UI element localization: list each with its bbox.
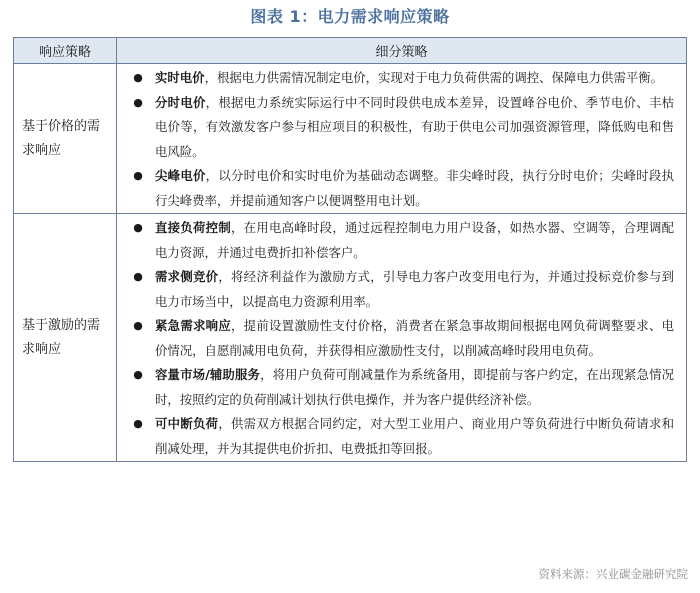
item-text	[155, 265, 674, 314]
source-note: 资料来源：兴业碳金融研究院	[538, 567, 688, 581]
header-sub-strategy: 细分策略	[117, 38, 687, 64]
list-item	[121, 66, 674, 91]
item-desc: ，根据电力系统实际运行中不同时段供电成本差异，设置峰谷电价、季节电价、丰枯电价等，有效激发客户参与相应项目的积极性，有助于供电公司加强资源管理，降低购电和售电风险。	[155, 94, 675, 159]
table-header-row	[14, 38, 687, 64]
item-text	[155, 66, 674, 91]
bullet-icon: ●	[133, 319, 143, 332]
item-text	[155, 314, 674, 363]
bullet-icon: ●	[133, 169, 143, 182]
list-item	[121, 91, 674, 165]
item-name: 实时电价	[155, 70, 205, 85]
item-desc: ，在用电高峰时段，通过远程控制电力用户设备，如热水器、空调等，合理调配电力资源，并通过电费折扣补偿客户。	[155, 220, 675, 260]
detail-cell	[117, 64, 687, 214]
item-desc: ，以分时电价和实时电价为基础动态调整。非尖峰时段，执行分时电价；尖峰时段执行尖峰费率，并提前通知客户以便调整用电计划。	[155, 168, 675, 208]
table-row	[14, 64, 687, 214]
detail-cell	[117, 214, 687, 462]
table-row	[14, 214, 687, 462]
item-text	[155, 91, 674, 165]
item-name: 分时电价	[155, 94, 206, 110]
item-name: 尖峰电价	[155, 168, 206, 183]
figure-title: 图表 1：电力需求响应策略	[250, 7, 450, 26]
item-desc: ，将经济利益作为激励方式，引导电力客户改变用电行为，并通过投标竞价参与到电力市场当中，以提高电力资源利用率。	[155, 269, 675, 309]
category-cell: 基于激励的需求响应	[14, 214, 117, 462]
item-name: 容量市场/辅助服务	[155, 367, 261, 382]
bullet-icon: ●	[133, 221, 143, 234]
list-item	[121, 216, 674, 265]
item-text	[155, 363, 674, 412]
item-desc: ，提前设置激励性支付价格，消费者在紧急事故期间根据电网负荷调整要求、电价情况，自愿削减用电负荷，并获得相应激励性支付，以削减高峰时段用电负荷。	[155, 318, 675, 358]
list-item	[121, 265, 674, 314]
item-name: 需求侧竞价	[155, 269, 219, 284]
list-item	[121, 164, 674, 213]
header-strategy: 响应策略	[14, 38, 117, 64]
bullet-icon: ●	[133, 368, 143, 381]
bullet-icon: ●	[133, 71, 143, 84]
item-desc: ，供需双方根据合同约定，对大型工业用户、商业用户等负荷进行中断负荷请求和削减处理，并为其提供电价折扣、电费抵扣等回报。	[155, 416, 675, 456]
item-desc: ，将用户负荷可削减量作为系统备用，即提前与客户约定，在出现紧急情况时，按照约定的负荷削减计划执行供电操作，并为客户提供经济补偿。	[155, 367, 675, 407]
list-item	[121, 314, 674, 363]
bullet-icon: ●	[133, 270, 143, 283]
item-name: 可中断负荷	[155, 416, 219, 431]
item-name: 直接负荷控制	[155, 220, 231, 235]
bullet-icon: ●	[133, 95, 143, 109]
item-name: 紧急需求响应	[155, 318, 231, 333]
item-desc: ，根据电力供需情况制定电价，实现对于电力负荷供需的调控、保障电力供需平衡。	[204, 70, 664, 85]
item-text	[155, 412, 674, 461]
list-item	[121, 363, 674, 412]
list-item	[121, 412, 674, 461]
category-cell: 基于价格的需求响应	[14, 64, 117, 214]
demand-response-table	[13, 37, 687, 462]
item-text	[155, 216, 674, 265]
item-text	[155, 164, 674, 213]
bullet-icon: ●	[133, 417, 143, 430]
